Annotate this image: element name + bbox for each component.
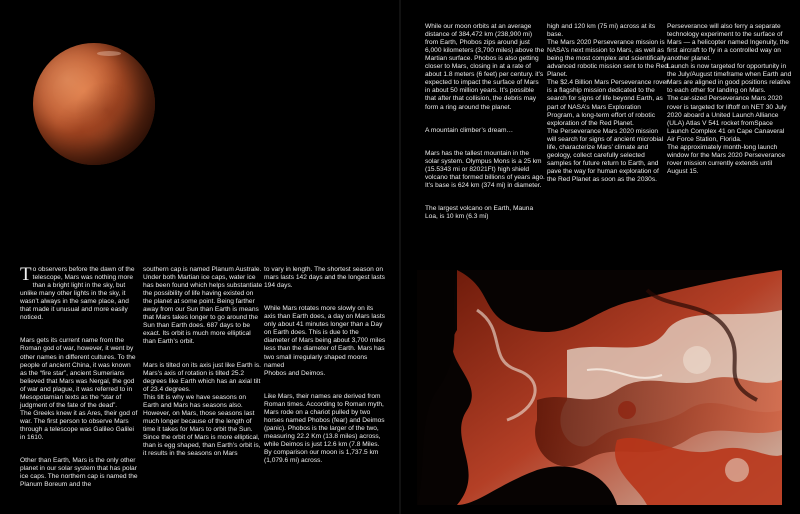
left-column-2	[143, 258, 263, 473]
paragraph: Like Mars, their names are derived from Roman times. According to Roman myth, Mars rode on a chariot pulled by two horses named Phobos (fear) and Deimos (panic). Phobos is the larger of the two, measuring 22.2 Km (13.8 miles) across, while Deimos is just 12.6 km (7.8 Miles. By comparison our moon is 1,737.5 km (1,079.6 mi) across.	[264, 392, 385, 465]
marble-art-image	[417, 270, 782, 505]
paragraph: While our moon orbits at an average distance of 384,472 km (238,900 mi) from Earth, Phobos zips around just 6,000 kilometers (3,700 miles) above the Martian surface. Phobos is also getting closer to Mars, closing in at a rate of about 1.8 meters (6 feet) per century. it’s expected to impact the surface of Mars in about 50 million years. It’s possible that after that collision, the debris may form a ring around the planet.	[425, 23, 545, 111]
left-page	[0, 0, 399, 514]
right-column-1	[425, 15, 545, 236]
dropcap: T	[20, 264, 32, 286]
left-column-3	[264, 258, 386, 480]
paragraph: Mars has the tallest mountain in the solar system. Olympus Mons is a 25 km (15.5343 mi or 82021Ft) high shield volcano that formed billions of years ago. It’s base is 624 km (374 mi) in diameter.	[425, 149, 545, 189]
paragraph: Other than Earth, Mars is the only other planet in our solar system that has polar ice caps. The northern cap is named the Planum Boreum and the	[20, 457, 138, 489]
paragraph: Mars gets its current name from the Roman god of war, however, it went by other names in different cultures. To the people of ancient China, it was known as the “fire star”, ancient Sumerians believed that Mars was Nergal, the god of war and plague, it was referred to in Mesopotamian texts as the “star of judgment of the fate of the dead”. The Greeks knew it as Ares, their god of war. The first person to observe Mars through a telescope was Galileo Galilei in 1610.	[20, 337, 138, 441]
paragraph: southern cap is named Planum Australe. Under both Martian ice caps, water ice has been found which helps substantiate the possibility of life having existed on the planet at some point. Being farther away from our Sun than Earth is means that Mars takes longer to go around the Sun than Earth does. 687 days to be exact. Its orbit is much more elliptical than Earth’s orbit.	[143, 266, 263, 346]
paragraph: to vary in length. The shortest season on mars lasts 142 days and the longest lasts 194 days.	[264, 266, 385, 290]
right-column-2	[547, 15, 669, 199]
subheading: A mountain climber’s dream…	[425, 126, 514, 134]
paragraph: Perseverance will also ferry a separate technology experiment to the surface of Mars — a helicopter named Ingenuity, the first aircraft to fly in a controlled way on another planet. Launch is now targeted for opportunity in the July/August timeframe when Earth and Mars are aligned in good positions relative to each other for landing on Mars. The car-sized Perseverance Mars 2020 rover is targeted for liftoff on NET 30 July 2020 aboard a United Launch Alliance (ULA) Atlas V 541 rocket fromSpace Launch Complex 41 on Cape Canaveral Air Force Station, Florida. The approximately month-long launch window for the Mars 2020 Perseverance rover mission currently extends until August 15.	[667, 23, 792, 175]
mars-planet-image	[33, 43, 155, 165]
left-column-1	[20, 258, 138, 504]
polar-cap	[97, 51, 121, 56]
paragraph: Mars is tilted on its axis just like Earth is. Mars’s axis of rotation is tilted 25.2 degrees like Earth which has an axial tilt of 23.4 degrees. This tilt is why we have seasons on Earth and Mars has seasons also. However, on Mars, those seasons last much longer because of the length of time it takes for Mars to orbit the Sun. Since the orbit of Mars is more elliptical, than is egg shaped, than Earth’s orbit is, it results in the seasons on Mars	[143, 361, 261, 458]
paragraph: high and 120 km (75 mi) across at its base. The Mars 2020 Perseverance mission is NASA’s next mission to Mars, as well as being the most complex and scientifically advanced robotic mission sent to the Red Planet. The $2.4 Billion Mars Perseverance rover is a flagship mission dedicated to the search for signs of life beyond Earth, as part of NASA’s Mars Exploration Program, a long-term effort of robotic exploration of the Red Planet. The Perseverance Mars 2020 mission will search for signs of ancient microbial life, characterize Mars’ climate and geology, collect carefully selected samples for future return to Earth, and pave the way for human exploration of the Red Planet as soon as the 2030s.	[547, 23, 669, 183]
right-column-3	[667, 15, 793, 191]
paragraph: While Mars rotates more slowly on its axis than Earth does, a day on Mars lasts only about 41 minutes longer than a Day on Earth does. This is due to the diameter of Mars being about 3,700 miles less than the diameter of Earth. Mars has two small irregularly shaped moons named Phobos and Deimos.	[264, 305, 386, 377]
marble-art-graphic	[417, 270, 782, 505]
intro-paragraph: To observers before the dawn of the telescope, Mars was nothing more than a bright light in the sky, but unlike many other lights in the sky, it wasn’t always in the same place, and that made it unusual and more easily noticed.	[20, 264, 135, 322]
paragraph: The largest volcano on Earth, Mauna Loa, is 10 km (6.3 mi)	[425, 204, 534, 221]
